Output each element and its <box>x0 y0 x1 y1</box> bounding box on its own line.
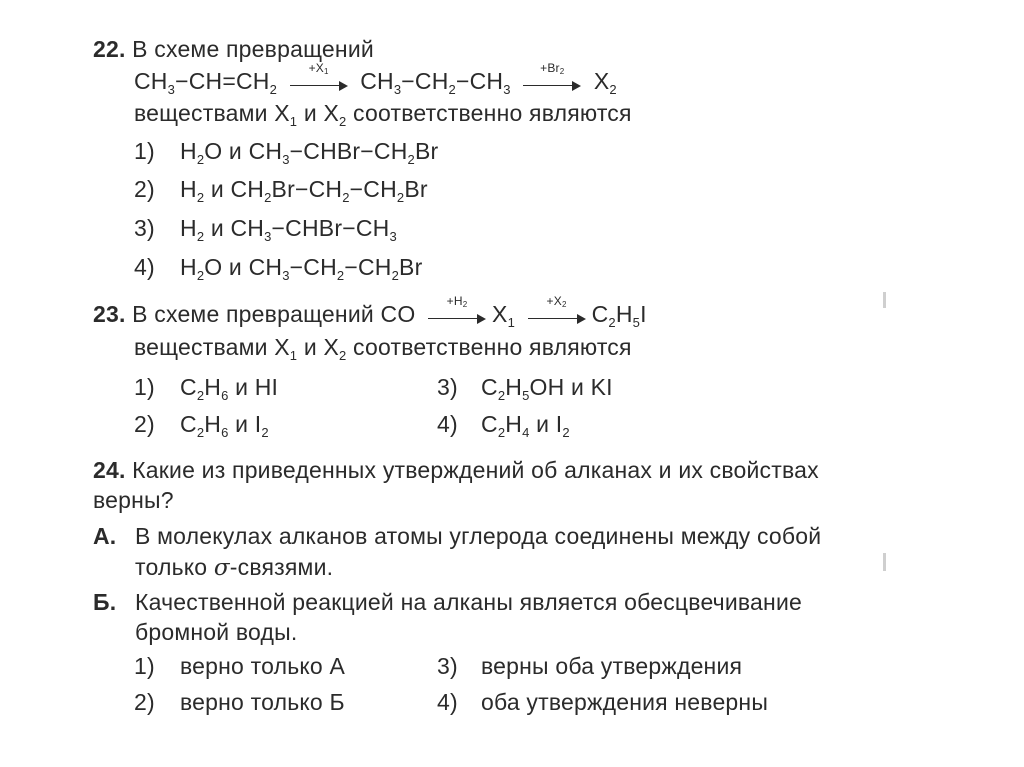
q22-option-1: 1) $H_2O$ и $CH_3-CHBr-CH_2Br$ <box>134 138 439 167</box>
q23-number: 23. <box>93 301 126 327</box>
q24-number: 24. <box>93 457 126 483</box>
q22-intro: В схеме превращений <box>132 36 374 62</box>
reaction-arrow <box>523 60 581 93</box>
statement-label: А. <box>93 523 117 549</box>
reaction-arrow <box>290 60 348 93</box>
q22-question: веществами $X_1$ и $X_2$ соответственно являются <box>134 100 632 129</box>
formula-part: X <box>492 301 508 327</box>
q24-line1: Какие из приведенных утверждений об алканах и их свойствах <box>132 457 819 483</box>
formula-part: −CH=CH <box>175 68 270 94</box>
q23-option-3: 3) $C_2H_5OH$ и KI <box>437 374 613 403</box>
subscript: 3 <box>167 82 176 97</box>
subscript: 1 <box>507 315 515 330</box>
scan-artifact <box>883 292 886 308</box>
q24-line2: верны? <box>93 487 174 513</box>
q23-option-4: 4) $C_2H_4$ и $I_2$ <box>437 411 570 440</box>
statement-text: В молекулах алканов атомы углерода соединены между собой <box>135 523 822 549</box>
q24-statement-a <box>93 522 821 550</box>
q22-option-4: 4) $H_2O$ и $CH_3-CH_2-CH_2Br$ <box>134 254 423 283</box>
reaction-arrow <box>528 293 586 326</box>
arrow-reagent: $+X_1$ <box>308 60 329 76</box>
subscript: 2 <box>269 82 278 97</box>
q24-statement-b-cont: бромной воды. <box>135 619 298 645</box>
arrow-reagent: $+H_2$ <box>446 293 468 309</box>
q23-title: 23. В схеме превращений CO $+H_2$ $X_1$ $+X_2$ $C_2H_5I$ <box>93 293 647 330</box>
q22-option-3: 3) $H_2$ и $CH_3-CHBr-CH_3$ <box>134 215 397 244</box>
q24-option-4: 4) оба утверждения неверны <box>437 689 769 715</box>
q23-question: веществами $X_1$ и $X_2$ соответственно являются <box>134 334 632 363</box>
q23-option-2: 2) $C_2H_6$ и $I_2$ <box>134 411 269 440</box>
q24-statement-a-cont: только σ-связями. <box>135 554 334 581</box>
q24-option-1: 1) верно только А <box>134 653 346 679</box>
scan-artifact <box>883 553 886 571</box>
formula-part: −CH <box>455 68 504 94</box>
q24-title <box>93 456 819 484</box>
statement-text: Качественной реакцией на алканы является обесцвечивание <box>135 589 802 615</box>
q23-intro: В схеме превращений CO <box>132 301 416 327</box>
subscript: 2 <box>609 82 617 97</box>
q23-option-1: 1) $C_2H_6$ и HI <box>134 374 279 403</box>
q22-number: 22. <box>93 36 126 62</box>
arrow-reagent: $+Br_2$ <box>540 60 565 76</box>
arrow-reagent: $+X_2$ <box>546 293 567 309</box>
formula-part: C <box>591 301 609 327</box>
q22-option-2: 2) $H_2$ и $CH_2Br-CH_2-CH_2Br$ <box>134 176 428 205</box>
formula-part: CH <box>134 68 168 94</box>
formula-part: X <box>593 68 610 94</box>
q22-title <box>93 35 374 63</box>
reaction-arrow <box>428 293 486 326</box>
subscript: 2 <box>448 82 456 97</box>
statement-label: Б. <box>93 589 117 615</box>
subscript: 3 <box>393 82 402 97</box>
q24-option-3: 3) верны оба утверждения <box>437 653 743 679</box>
formula-part: CH <box>360 68 394 94</box>
subscript: 3 <box>503 82 511 97</box>
sigma-symbol: σ <box>213 555 230 581</box>
q22-scheme <box>134 60 617 97</box>
formula-part: −CH <box>401 68 449 94</box>
q24-statement-b <box>93 588 802 616</box>
q24-option-2: 2) верно только Б <box>134 689 345 715</box>
